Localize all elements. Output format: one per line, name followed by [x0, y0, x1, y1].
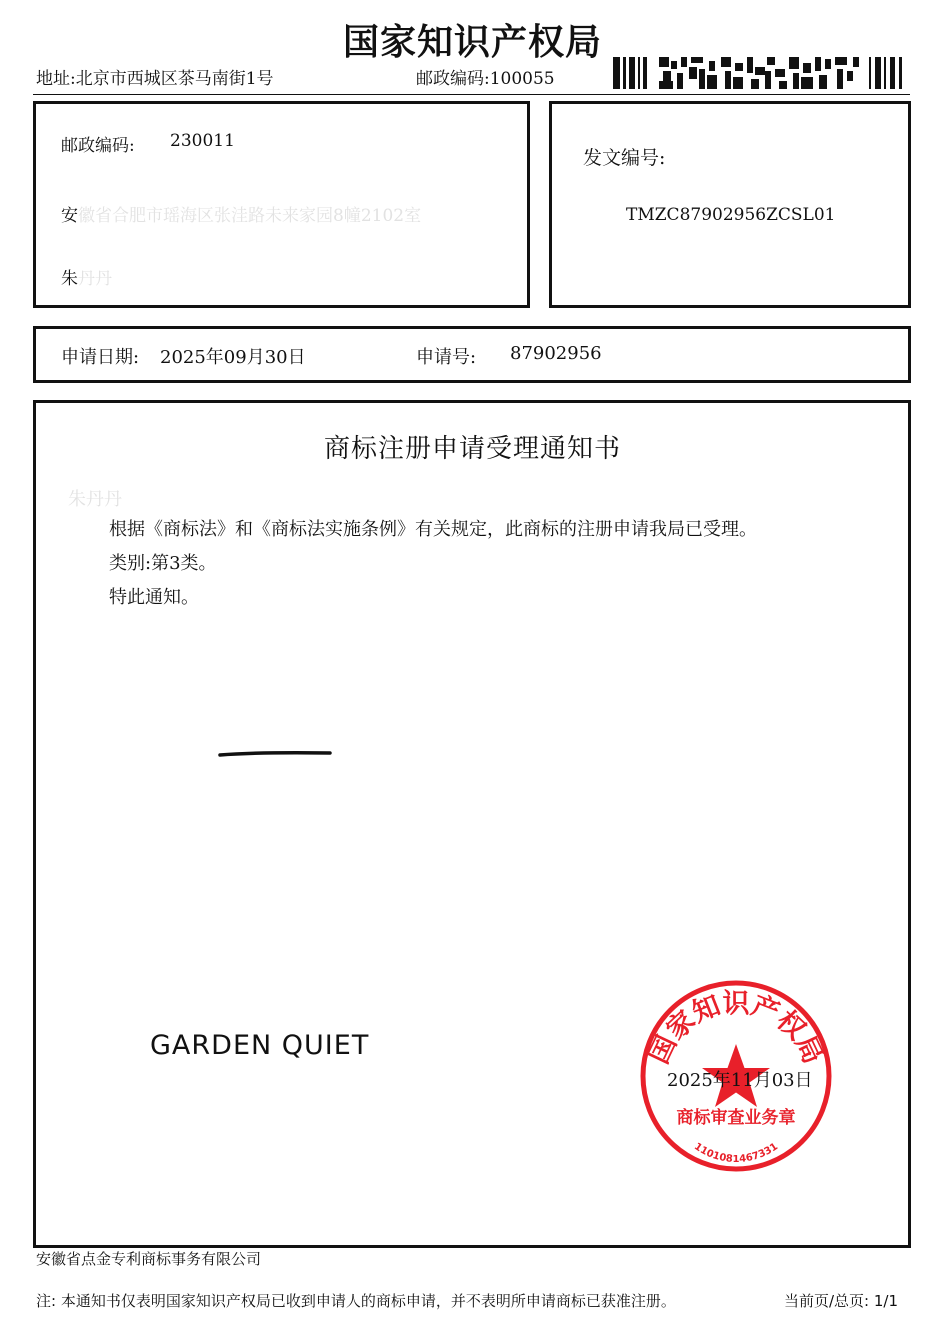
agency-name: 安徽省点金专利商标事务有限公司: [36, 1250, 262, 1268]
notice-body-line: 特此通知。: [109, 587, 199, 608]
recipient-name: 朱丹丹: [61, 269, 112, 289]
application-number: 87902956: [510, 343, 602, 364]
footer-note: 注: 本通知书仅表明国家知识产权局已收到申请人的商标申请，并不表明所申请商标已获准注册。: [36, 1292, 676, 1310]
seal-arc-text: 国家知识产权局: [643, 988, 829, 1069]
notice-body-line: 类别:第3类。: [109, 553, 217, 574]
application-number-label: 申请号:: [416, 347, 477, 368]
recipient-postcode-label: 邮政编码:: [61, 136, 135, 156]
trademark-name: GARDEN QUIET: [150, 1030, 370, 1061]
notice-title: 商标注册申请受理通知书: [323, 434, 621, 464]
recipient-address: 安徽省合肥市瑶海区张洼路未来家园8幢2102室: [61, 206, 422, 226]
barcode-icon: [613, 57, 906, 89]
office-postcode: 邮政编码:100055: [416, 69, 555, 89]
notice-body: [109, 513, 899, 615]
signature-stroke: [218, 749, 334, 759]
document-number-label: 发文编号:: [583, 147, 666, 169]
page-title: 国家知识产权局: [342, 21, 602, 63]
seal-serial: 1101081467331: [691, 1141, 781, 1165]
notice-body-line: 根据《商标法》和《商标法实施条例》有关规定，此商标的注册申请我局已受理。: [109, 519, 757, 540]
application-date-label: 申请日期:: [61, 347, 140, 368]
header-divider: [33, 94, 910, 95]
notice-date: 2025年11月03日: [667, 1070, 813, 1091]
document-number: TMZC87902956ZCSL01: [626, 205, 836, 225]
notice-addressee: 朱丹丹: [68, 489, 122, 510]
seal-bottom-text: 商标审查业务章: [676, 1108, 796, 1128]
recipient-postcode: 230011: [170, 131, 235, 151]
office-address: 地址:北京市西城区茶马南街1号: [36, 69, 274, 89]
application-date: 2025年09月30日: [160, 347, 306, 368]
page-indicator: 当前页/总页: 1/1: [784, 1292, 899, 1310]
